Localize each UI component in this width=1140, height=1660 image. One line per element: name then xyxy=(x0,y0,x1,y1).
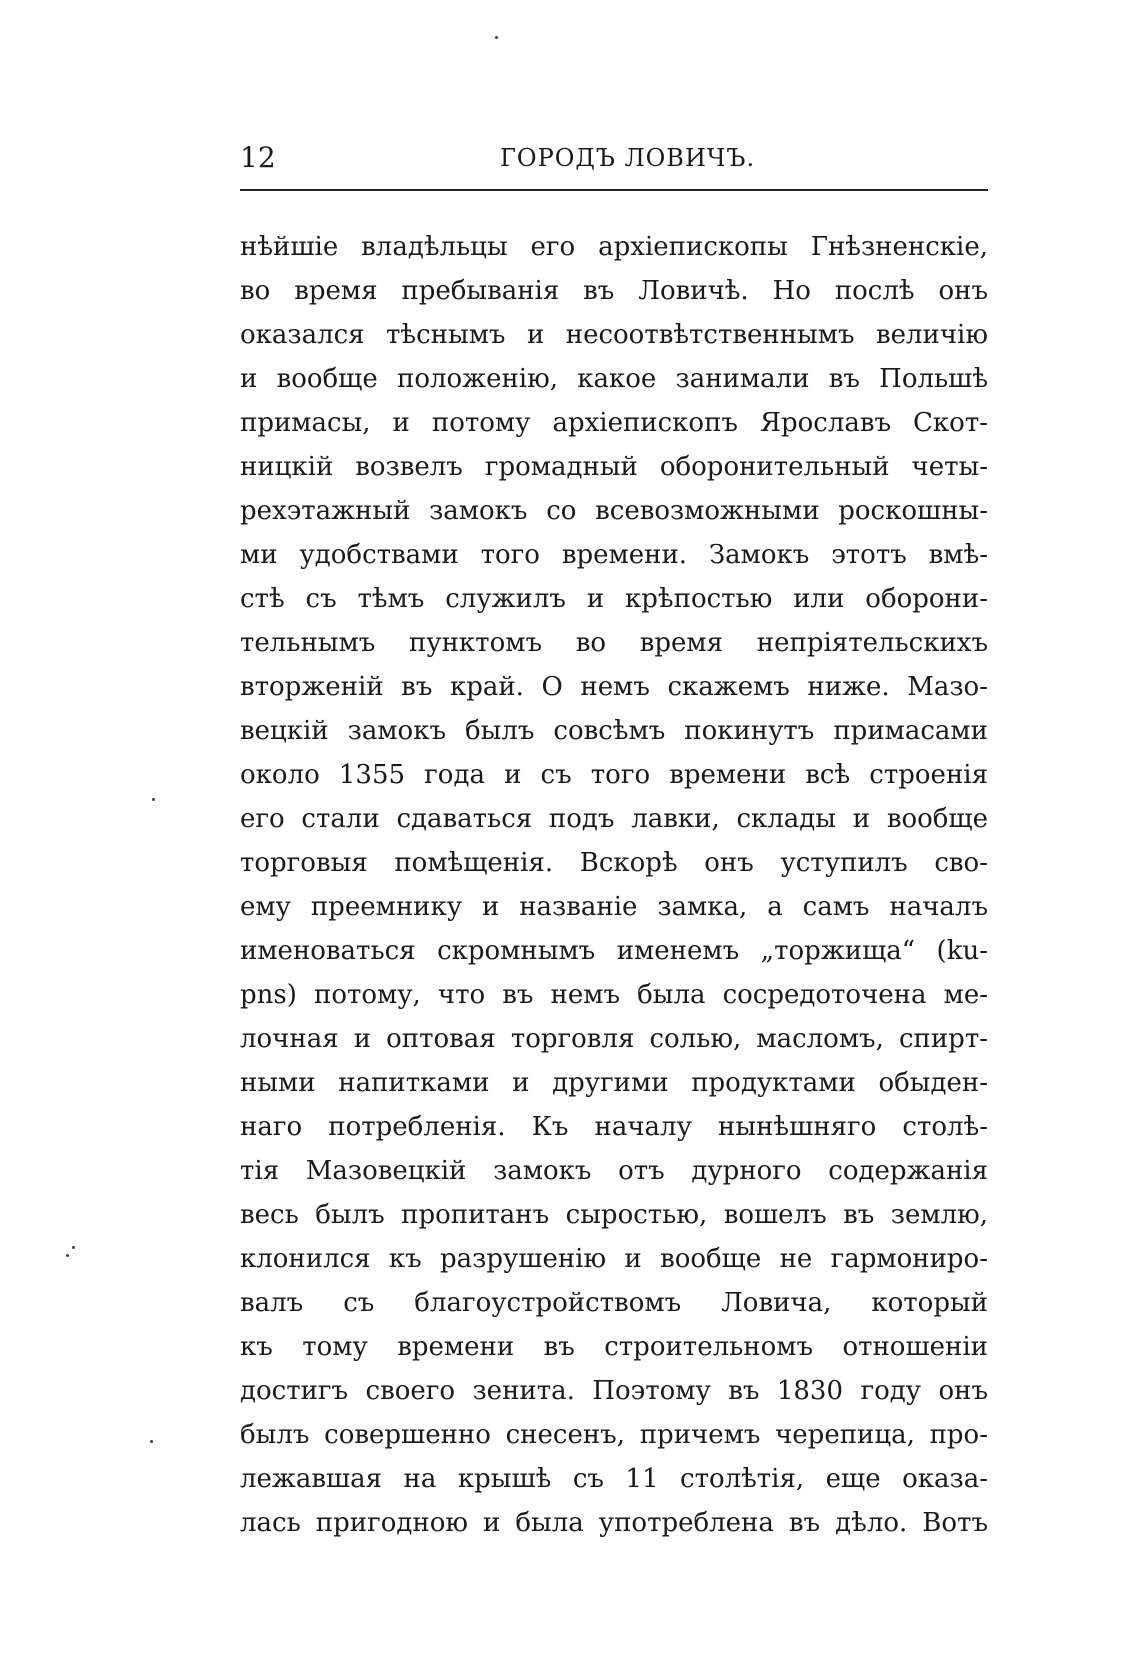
text-line: стѣ съ тѣмъ служилъ и крѣпостью или оборони- xyxy=(240,584,988,614)
text-line: ницкій возвелъ громадный оборонительный четы- xyxy=(240,452,988,482)
text-line: весь былъ пропитанъ сыростью, вошелъ въ землю, xyxy=(240,1200,988,1230)
text-line: оказался тѣснымъ и несоотвѣтственнымъ величію xyxy=(240,320,988,350)
scan-speck xyxy=(72,1246,75,1249)
text-line: клонился къ разрушенію и вообще не гармониро- xyxy=(240,1244,988,1274)
header-rule xyxy=(240,189,988,191)
text-line: примасы, и потому архіепископъ Ярославъ Скот- xyxy=(240,408,988,438)
text-line: вторженій въ край. О немъ скажемъ ниже. Мазо- xyxy=(240,672,988,702)
text-line: лась пригодною и была употреблена въ дѣло. Вотъ xyxy=(240,1508,988,1538)
text-line: во время пребыванія въ Ловичѣ. Но послѣ онъ xyxy=(240,276,988,306)
text-line: наго потребленія. Къ началу нынѣшняго столѣ- xyxy=(240,1112,988,1142)
text-line: около 1355 года и съ того времени всѣ строенія xyxy=(240,760,988,790)
text-line: тія Мазовецкій замокъ отъ дурного содержанія xyxy=(240,1156,988,1186)
text-line: ми удобствами того времени. Замокъ этотъ вмѣ- xyxy=(240,540,988,570)
text-line: вецкій замокъ былъ совсѣмъ покинутъ примасами xyxy=(240,716,988,746)
scan-speck xyxy=(66,1254,69,1257)
text-line: и вообще положенію, какое занимали въ Польшѣ xyxy=(240,364,988,394)
text-line: нѣйшіе владѣльцы его архіепископы Гнѣзненскіе, xyxy=(240,232,988,262)
text-line: лежавшая на крышѣ съ 11 столѣтія, еще оказа- xyxy=(240,1464,988,1494)
text-line: достигъ своего зенита. Поэтому въ 1830 году онъ xyxy=(240,1376,988,1406)
text-line: рехэтажный замокъ со всевозможными роскошны- xyxy=(240,496,988,526)
text-line: валъ съ благоустройствомъ Ловича, который xyxy=(240,1288,988,1318)
text-line: былъ совершенно снесенъ, причемъ черепица, про- xyxy=(240,1420,988,1450)
scan-speck xyxy=(152,798,155,801)
text-line: ему преемнику и названіе замка, а самъ началъ xyxy=(240,892,988,922)
text-line: къ тому времени въ строительномъ отношеніи xyxy=(240,1332,988,1362)
page-number: 12 xyxy=(240,141,276,174)
text-line: его стали сдаваться подъ лавки, склады и вообще xyxy=(240,804,988,834)
text-line: торговыя помѣщенія. Вскорѣ онъ уступилъ сво- xyxy=(240,848,988,878)
text-line: лочная и оптовая торговля солью, масломъ, спирт- xyxy=(240,1024,988,1054)
text-line: именоваться скромнымъ именемъ „торжища“ (ku- xyxy=(240,936,988,966)
scan-speck xyxy=(150,1440,153,1443)
text-line: pns) потому, что въ немъ была сосредоточена ме- xyxy=(240,980,988,1010)
text-line: тельнымъ пунктомъ во время непріятельскихъ xyxy=(240,628,988,658)
body-text xyxy=(240,225,988,1545)
running-title: ГОРОДЪ ЛОВИЧЪ. xyxy=(500,144,756,172)
text-line: ными напитками и другими продуктами обыден- xyxy=(240,1068,988,1098)
scan-speck xyxy=(495,36,498,39)
page-header xyxy=(240,138,988,178)
